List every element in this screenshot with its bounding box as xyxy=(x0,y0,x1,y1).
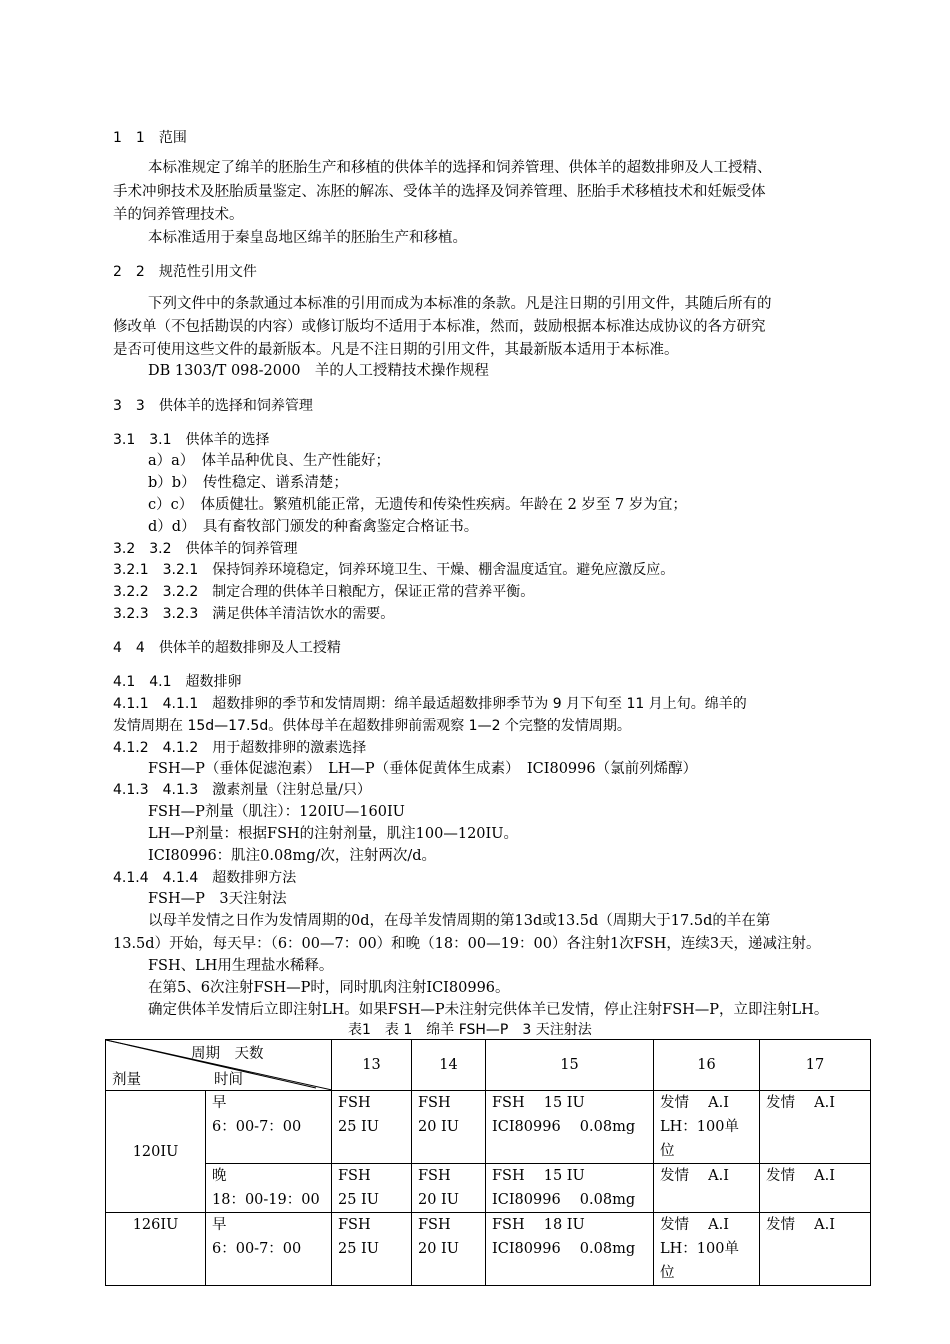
value-cell: FSH 20 IU xyxy=(412,1091,486,1164)
clause-3-2-1: 3.2.1 3.2.1 保持饲养环境稳定，饲养环境卫生、干燥、棚舍温度适宜。避免应激反应。 xyxy=(113,562,675,578)
value-cell: FSH 15 IU ICI80996 0.08mg xyxy=(486,1164,654,1213)
table-row xyxy=(106,1213,871,1286)
time-cell: 早 6：00-7：00 xyxy=(206,1091,332,1164)
method-subtitle: FSH—P 3天注射法 xyxy=(148,891,287,907)
hormone-list: FSH—P（垂体促滤泡素） LH—P（垂体促黄体生成素） ICI80996（氯前列烯醇） xyxy=(148,761,698,777)
value-cell: FSH 25 IU xyxy=(332,1164,412,1213)
value-cell: FSH 18 IU ICI80996 0.08mg xyxy=(486,1213,654,1286)
clause-4-1-1-line: 4.1.1 4.1.1 超数排卵的季节和发情周期：绵羊最适超数排卵季节为 9 月下旬至 11 月上旬。绵羊的 xyxy=(113,696,747,712)
day-header: 13 xyxy=(332,1040,412,1091)
paragraph-line: 修改单（不包括勘误的内容）或修订版均不适用于本标准，然而，鼓励根据本标准达成协议的各方研究 xyxy=(113,319,766,335)
header-cycle-days: 周期 天数 xyxy=(191,1046,264,1062)
paragraph-line: 在第5、6次注射FSH—P时，同时肌肉注射ICI80996。 xyxy=(148,980,510,996)
table-row xyxy=(106,1164,871,1213)
section-2-heading: 2 2 规范性引用文件 xyxy=(113,264,257,280)
value-cell: FSH 25 IU xyxy=(332,1213,412,1286)
dose-cell: 126IU xyxy=(106,1213,206,1286)
list-item: c）c） 体质健壮。繁殖机能正常，无遗传和传染性疾病。年龄在 2 岁至 7 岁为宜； xyxy=(148,497,687,513)
value-cell: FSH 15 IU ICI80996 0.08mg xyxy=(486,1091,654,1164)
value-cell: 发情 A.I LH：100单位 xyxy=(654,1213,760,1286)
clause-4-1-2: 4.1.2 4.1.2 用于超数排卵的激素选择 xyxy=(113,740,367,756)
list-item: a）a） 体羊品种优良、生产性能好； xyxy=(148,453,391,469)
paragraph-line: 以母羊发情之日作为发情周期的0d，在母羊发情周期的第13d或13.5d（周期大于17.5d的羊在第 xyxy=(148,913,771,929)
day-header: 16 xyxy=(654,1040,760,1091)
paragraph-line: 下列文件中的条款通过本标准的引用而成为本标准的条款。凡是注日期的引用文件，其随后所有的 xyxy=(148,296,772,312)
time-cell: 早 6：00-7：00 xyxy=(206,1213,332,1286)
value-cell: FSH 20 IU xyxy=(412,1164,486,1213)
clause-4-1-1-line: 发情周期在 15d—17.5d。供体母羊在超数排卵前需观察 1—2 个完整的发情周期。 xyxy=(113,718,631,734)
table-header-row xyxy=(106,1040,871,1091)
day-header: 17 xyxy=(760,1040,871,1091)
value-cell: 发情 A.I xyxy=(760,1164,871,1213)
clause-4-1-4: 4.1.4 4.1.4 超数排卵方法 xyxy=(113,870,297,886)
list-item: b）b） 传性稳定、谱系清楚； xyxy=(148,475,348,491)
table-caption: 表1 表 1 绵羊 FSH—P 3 天注射法 xyxy=(348,1022,592,1038)
paragraph-line: FSH、LH用生理盐水稀释。 xyxy=(148,958,334,974)
subsection-3-2-heading: 3.2 3.2 供体羊的饲养管理 xyxy=(113,541,298,557)
paragraph-line: 手术冲卵技术及胚胎质量鉴定、冻胚的解冻、受体羊的选择及饲养管理、胚胎手术移植技术和妊娠受体 xyxy=(113,184,766,200)
time-cell: 晚 18：00-19：00 xyxy=(206,1164,332,1213)
list-item: d）d） 具有畜牧部门颁发的种畜禽鉴定合格证书。 xyxy=(148,519,479,535)
clause-3-2-2: 3.2.2 3.2.2 制定合理的供体羊日粮配方，保证正常的营养平衡。 xyxy=(113,584,535,600)
value-cell: FSH 20 IU xyxy=(412,1213,486,1286)
paragraph-line: 本标准规定了绵羊的胚胎生产和移植的供体羊的选择和饲养管理、供体羊的超数排卵及人工授精、 xyxy=(148,160,772,176)
dose-line: ICI80996：肌注0.08mg/次，注射两次/d。 xyxy=(148,848,437,864)
dose-line: LH—P剂量：根据FSH的注射剂量，肌注100—120IU。 xyxy=(148,826,518,842)
section-4-heading: 4 4 供体羊的超数排卵及人工授精 xyxy=(113,640,341,656)
value-cell: 发情 A.I xyxy=(760,1213,871,1286)
paragraph-line: 是否可使用这些文件的最新版本。凡是不注日期的引用文件，其最新版本适用于本标准。 xyxy=(113,342,679,358)
diagonal-header-cell xyxy=(106,1040,332,1091)
injection-table xyxy=(105,1039,871,1286)
header-time: 时间 xyxy=(214,1072,243,1088)
paragraph-line: 13.5d）开始，每天早：（6：00—7：00）和晚（18：00—19：00）各注射1次FSH，连续3天，递减注射。 xyxy=(113,936,821,952)
paragraph-line: 羊的饲养管理技术。 xyxy=(113,207,244,223)
clause-4-1-3: 4.1.3 4.1.3 激素剂量（注射总量/只） xyxy=(113,782,371,798)
subsection-3-1-heading: 3.1 3.1 供体羊的选择 xyxy=(113,432,270,448)
day-header: 14 xyxy=(412,1040,486,1091)
section-3-heading: 3 3 供体羊的选择和饲养管理 xyxy=(113,398,313,414)
dose-line: FSH—P剂量（肌注）：120IU—160IU xyxy=(148,804,405,820)
paragraph-line: 本标准适用于秦皇岛地区绵羊的胚胎生产和移植。 xyxy=(148,230,467,246)
table-row xyxy=(106,1091,871,1164)
clause-3-2-3: 3.2.3 3.2.3 满足供体羊清洁饮水的需要。 xyxy=(113,606,395,622)
day-header: 15 xyxy=(486,1040,654,1091)
header-dose: 剂量 xyxy=(112,1072,141,1088)
paragraph-line: 确定供体羊发情后立即注射LH。如果FSH—P未注射完供体羊已发情，停止注射FSH—P，立即注射LH。 xyxy=(148,1002,829,1018)
value-cell: 发情 A.I xyxy=(654,1164,760,1213)
value-cell: 发情 A.I xyxy=(760,1091,871,1164)
value-cell: 发情 A.I LH：100单位 xyxy=(654,1091,760,1164)
dose-cell: 120IU xyxy=(106,1091,206,1213)
section-1-heading: 1 1 范围 xyxy=(113,130,187,146)
subsection-4-1-heading: 4.1 4.1 超数排卵 xyxy=(113,674,242,690)
reference-line: DB 1303/T 098-2000 羊的人工授精技术操作规程 xyxy=(148,363,489,379)
value-cell: FSH 25 IU xyxy=(332,1091,412,1164)
